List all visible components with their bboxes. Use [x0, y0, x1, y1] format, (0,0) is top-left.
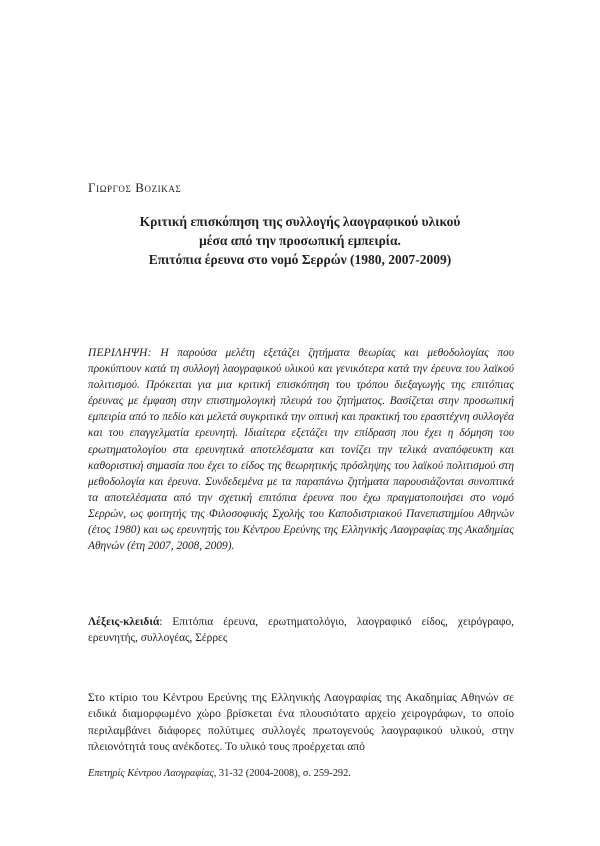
body-paragraph-text: Στο κτίριο του Κέντρου Ερεύνης της Ελληνικής Λαογραφίας της Ακαδημίας Αθηνών σε ειδικά διαμορφωμένο χώρο βρίσκεται ένα πλουσιότατο αρχείο χειρογράφων, το οποίο περιλαμβάνει διάφορες πολύτιμες συλλογές πρωτογενούς λαογραφικού υλικού, στην πλειονότητά τους ανέκδοτες. Το υλικό τους προέρχεται από: [88, 691, 514, 753]
keywords-text: : Επιτόπια έρευνα, ερωτηματολόγιο, λαογραφικό είδος, χειρόγραφο, ερευνητής, συλλογέας, Σέρρες: [88, 616, 514, 645]
title-line-3: Επιτόπια έρευνα στο νομό Σερρών (1980, 2007-2009): [148, 252, 452, 267]
journal-citation: [88, 768, 351, 779]
article-title: [88, 212, 512, 269]
author-name: Γιωργος Βοζικας: [88, 180, 182, 195]
citation-journal: Επετηρίς Κέντρου Λαογραφίας,: [88, 768, 217, 779]
body-paragraph: [88, 690, 514, 755]
citation-details: 31-32 (2004-2008), σ. 259-292.: [216, 768, 351, 779]
title-line-2: μέσα από την προσωπική εμπειρία.: [199, 233, 401, 248]
abstract-text: Η παρούσα μελέτη εξετάζει ζητήματα θεωρίας και μεθοδολογίας που προκύπτουν κατά τη συλλογή λαογραφικού υλικού και γενικότερα κατά την έρευνα του λαϊκού πολιτισμού. Πρόκειται για μια κριτική επισκόπηση του τρόπου διεξαγωγής της επιτόπιας έρευνας με έμφαση στην επιστημολογική πλευρά του ζητήματος. Βασίζεται στην προσωπική εμπειρία από το πεδίο και μελετά συγκριτικά την οπτική και πρακτική του ερασιτέχνη συλλογέα και του επαγγελματία ερευνητή. Ιδιαίτερα εξετάζει την επίδραση που έχει η δόμηση του ερωτηματολογίου στα ερευνητικά αποτελέσματα και τονίζει την τελικά αναπόφευκτη και καθοριστική σημασία που έχει το είδος της θεωρητικής πρόσληψης του λαϊκού πολιτισμού στη μεθοδολογία και έρευνα. Συνδεδεμένα με τα παραπάνω ζητήματα παρουσιάζονται συνοπτικά τα αποτελέσματα από την σχετική επιτόπια έρευνα που έχω πραγματοποιήσει στο νομό Σερρών, ως φοιτητής της Φιλοσοφικής Σχολής του Καποδιστριακού Πανεπιστημίου Αθηνών (έτος 1980) και ως ερευνητής του Κέντρου Ερεύνης της Ελληνικής Λαογραφίας της Ακαδημίας Αθηνών (έτη 2007, 2008, 2009).: [88, 347, 514, 553]
keywords-label: Λέξεις-κλειδιά: [88, 616, 160, 628]
title-line-1: Κριτική επισκόπηση της συλλογής λαογραφικού υλικού: [139, 214, 461, 229]
abstract: [88, 345, 514, 554]
abstract-label: ΠΕΡΙΛΗΨΗ:: [88, 347, 152, 359]
keywords: [88, 614, 514, 646]
